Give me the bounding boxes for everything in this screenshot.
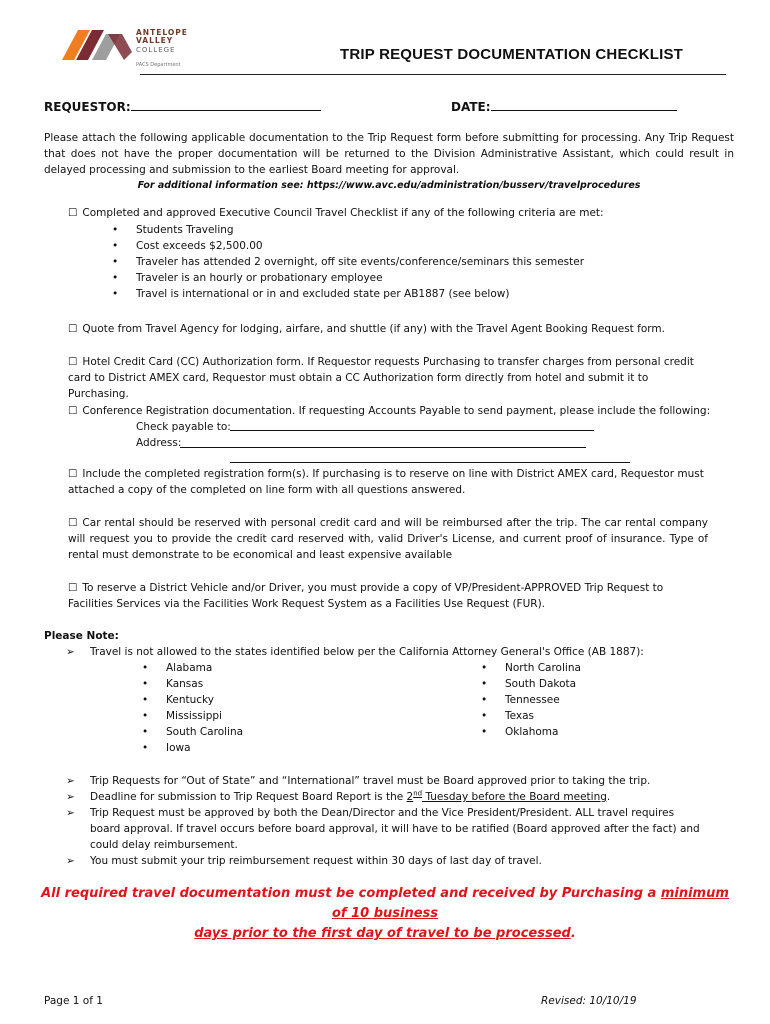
checkbox-1[interactable]: ☐: [68, 207, 78, 219]
date-label: DATE:: [451, 100, 491, 114]
checklist-item-1-text: Completed and approved Executive Council Travel Checklist if any of the following criteria are met:: [82, 207, 604, 219]
arrow-bullet-icon: ➢: [66, 775, 75, 787]
checklist-item-7: [68, 580, 708, 612]
please-note-heading: Please Note:: [44, 630, 119, 642]
page-number: Page 1 of 1: [44, 995, 103, 1007]
check-payable-label: Check payable to:: [136, 421, 231, 433]
info-link[interactable]: For additional information see: https://www.avc.edu/administration/busserv/travelprocedures: [137, 180, 641, 191]
state-item: • South Carolina: [142, 724, 342, 740]
address-field-1[interactable]: [180, 447, 586, 448]
checklist-item-5: [68, 466, 708, 498]
address-label: Address:: [136, 437, 182, 449]
note-point-3: ➢ Trip Request must be approved by both the Dean/Director and the Vice President/President. ALL travel requires board approval. If travel occurs before board approval, it will have to be ratified (Board approved after the fact) and could delay reimbursement.: [66, 807, 700, 851]
date-field[interactable]: [491, 98, 677, 111]
checklist-item-5-text: Include the completed registration form(s). If purchasing is to reserve on line with District AMEX card, Requestor must attached a copy of the completed on line form with all questions answered.: [68, 468, 704, 496]
logo-line3: COLLEGE: [136, 46, 176, 54]
arrow-bullet-icon: ➢: [66, 855, 75, 867]
intro-paragraph: Please attach the following applicable documentation to the Trip Request form before submitting for processing. Any Trip Request that does not have the proper documentation will be returned to the Division Administrative Assistant, which could result in delayed processing and submission to the earliest Board meeting for approval.: [44, 132, 734, 176]
state-item: • Tennessee: [481, 692, 681, 708]
state-item: • South Dakota: [481, 676, 681, 692]
list-item: • Travel is international or in and excluded state per AB1887 (see below): [112, 286, 712, 302]
list-item: • Students Traveling: [112, 222, 712, 238]
logo-line2: VALLEY: [136, 36, 174, 45]
checkbox-3[interactable]: ☐: [68, 356, 78, 368]
requestor-field[interactable]: [131, 98, 321, 111]
checklist-item-4-text: Conference Registration documentation. If requesting Accounts Payable to send payment, please include the following:: [82, 405, 711, 417]
note-point-2: ➢ Deadline for submission to Trip Request Board Report is the 2nd Tuesday before the Board meeting.: [66, 789, 611, 803]
checklist-item-2-text: Quote from Travel Agency for lodging, airfare, and shuttle (if any) with the Travel Agent Booking Request form.: [82, 323, 665, 335]
address-field-2[interactable]: [230, 462, 630, 463]
checklist-item-4: [68, 403, 748, 419]
page-title: TRIP REQUEST DOCUMENTATION CHECKLIST: [340, 46, 684, 63]
checklist-item-3-text: Hotel Credit Card (CC) Authorization form. If Requestor requests Purchasing to transfer charges from personal credit card to District AMEX card, Requestor must obtain a CC Authorization form directly from hotel and submit it to Purchasing.: [68, 356, 694, 400]
state-item: • Kansas: [142, 676, 342, 692]
deadline-warning: All required travel documentation must be completed and received by Purchasing a minimum of 10 business days prior to the first day of travel to be processed.: [41, 886, 729, 941]
state-item: • Mississippi: [142, 708, 342, 724]
state-item: • Alabama: [142, 660, 342, 676]
states-list-right: [481, 660, 681, 740]
states-intro: [66, 644, 730, 660]
state-item: • Oklahoma: [481, 724, 681, 740]
check-payable-field[interactable]: [230, 430, 594, 431]
state-item: • North Carolina: [481, 660, 681, 676]
checkbox-2[interactable]: ☐: [68, 323, 78, 335]
revised-date: Revised: 10/10/19: [541, 995, 637, 1007]
checklist-item-1: [68, 205, 748, 221]
arrow-bullet-icon: ➢: [66, 807, 75, 819]
checkbox-7[interactable]: ☐: [68, 582, 78, 594]
checklist-item-6: [68, 515, 708, 563]
state-item: • Texas: [481, 708, 681, 724]
checkbox-4[interactable]: ☐: [68, 405, 78, 417]
requestor-label: REQUESTOR:: [44, 100, 131, 114]
arrow-bullet-icon: ➢: [66, 791, 75, 803]
logo-department: PACS Department: [136, 62, 181, 68]
checkbox-6[interactable]: ☐: [68, 517, 78, 529]
states-intro-text: Travel is not allowed to the states identified below per the California Attorney General's Office (AB 1887):: [90, 646, 644, 658]
check-payable-row: [136, 419, 231, 435]
state-item: • Iowa: [142, 740, 342, 756]
address-row: [136, 435, 181, 451]
checklist-item-7-text: To reserve a District Vehicle and/or Driver, you must provide a copy of VP/President-APPROVED Trip Request to Facilities Services via the Facilities Work Request System as a Facilities Use Request (FUR).: [68, 582, 664, 610]
list-item: • Traveler has attended 2 overnight, off site events/conference/seminars this semester: [112, 254, 712, 270]
criteria-list: [112, 222, 712, 302]
state-item: • Kentucky: [142, 692, 342, 708]
note-point-4: ➢ You must submit your trip reimbursement request within 30 days of last day of travel.: [66, 855, 542, 867]
checklist-item-2: [68, 321, 748, 337]
states-list-left: [142, 660, 342, 756]
checklist-item-6-text: Car rental should be reserved with personal credit card and will be reimbursed after the trip. The car rental company will request you to provide the credit card reserved with, valid Driver's License, and current proof of insurance. Type of rental must demonstrate to be economical and least expensive available: [68, 517, 708, 561]
logo-line1: ANTELOPE: [136, 28, 188, 37]
arrow-bullet-icon: ➢: [66, 646, 75, 658]
note-point-1: ➢ Trip Requests for “Out of State” and “International” travel must be Board approved prior to taking the trip.: [66, 775, 651, 787]
requestor-row: [44, 98, 321, 115]
date-row: [451, 98, 677, 115]
list-item: • Cost exceeds $2,500.00: [112, 238, 712, 254]
note-points: [66, 773, 706, 869]
checkbox-5[interactable]: ☐: [68, 468, 78, 480]
title-divider: [140, 74, 726, 75]
list-item: • Traveler is an hourly or probationary employee: [112, 270, 712, 286]
checklist-item-3: [68, 354, 708, 402]
